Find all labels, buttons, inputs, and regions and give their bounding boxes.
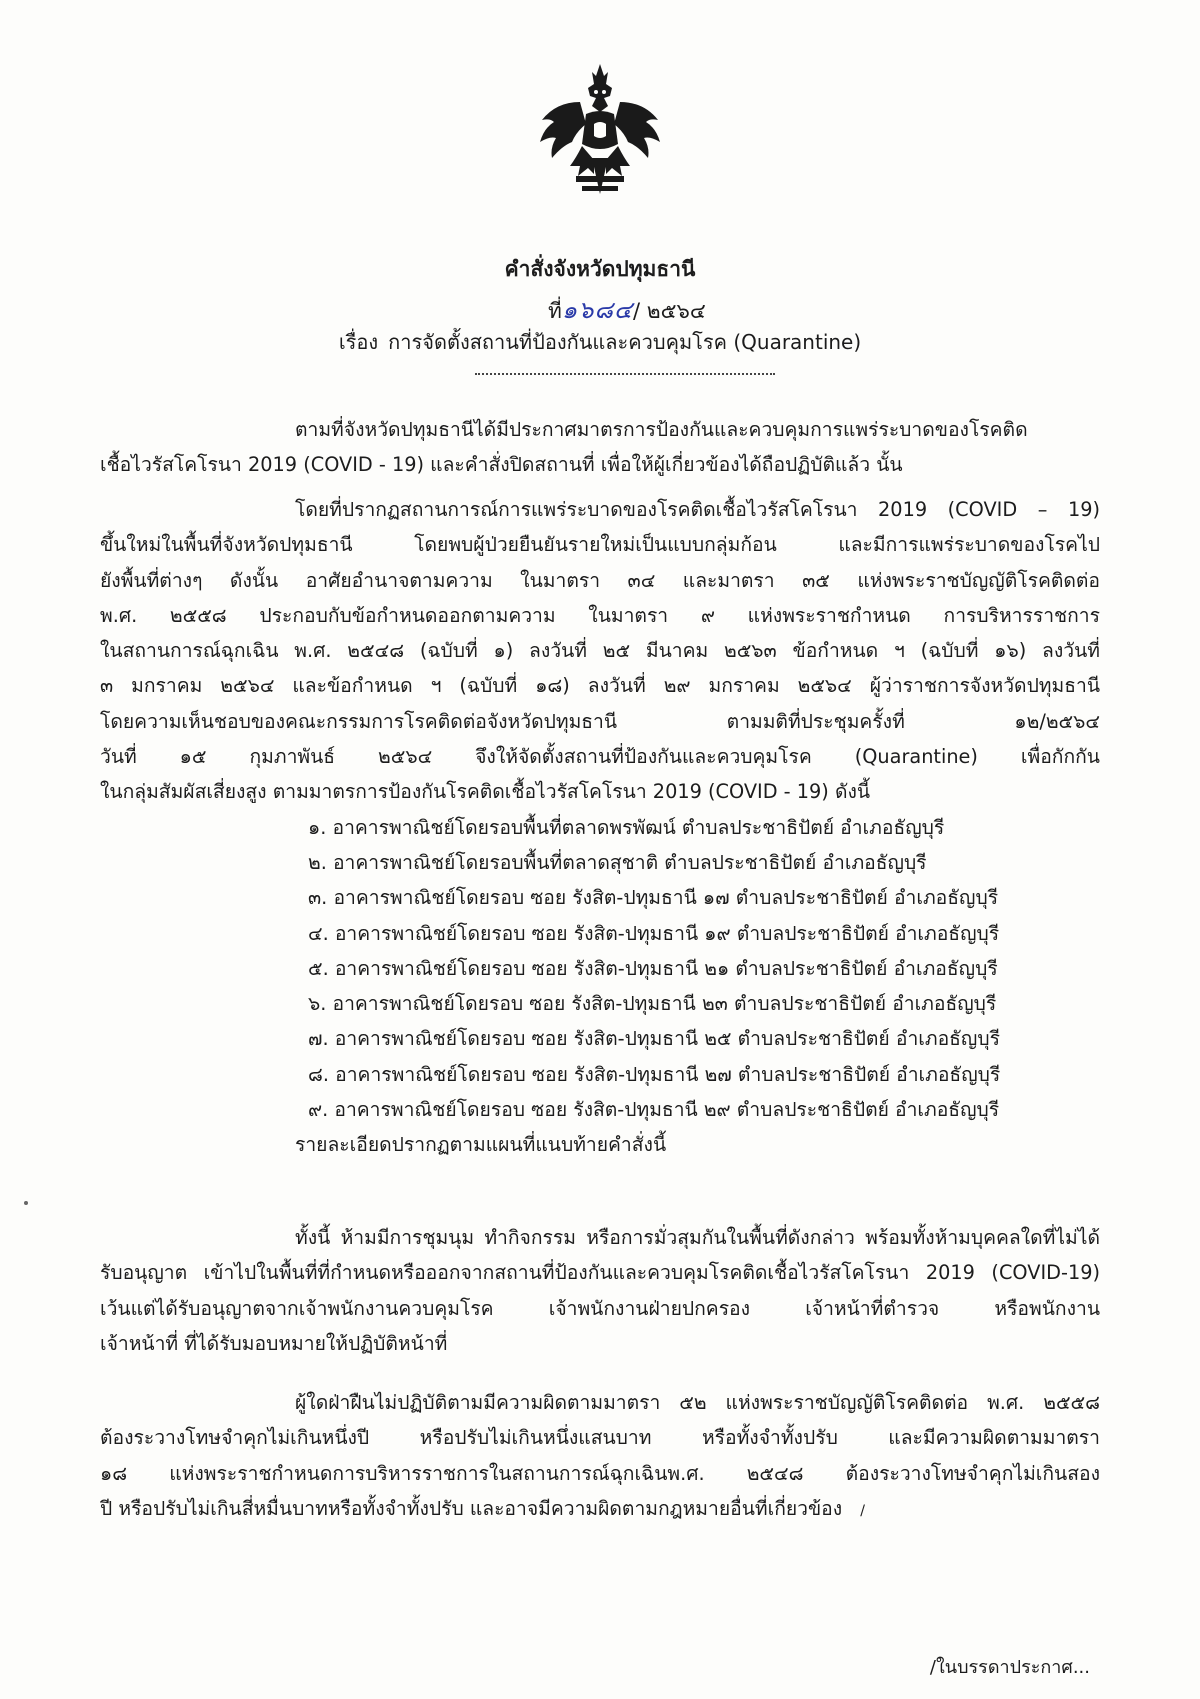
- garuda-emblem-icon: [536, 62, 664, 202]
- paragraph-line: พ.ศ. ๒๕๕๘ ประกอบกับข้อกำหนดออกตามความ ในมาตรา ๙ แห่งพระราชกำหนด การบริหารราชการ: [100, 603, 1100, 627]
- paragraph-line: วันที่ ๑๕ กุมภาพันธ์ ๒๕๖๔ จึงให้จัดตั้งสถานที่ป้องกันและควบคุมโรค (Quarantine) เพื่อกักกัน: [100, 745, 1100, 769]
- paragraph-line: ในสถานการณ์ฉุกเฉิน พ.ศ. ๒๕๔๘ (ฉบับที่ ๑) ลงวันที่ ๒๕ มีนาคม ๒๕๖๓ ข้อกำหนด ฯ (ฉบับที่ ๑๖) ลงวันที่: [100, 639, 1100, 663]
- location-item: ๑. อาคารพาณิชย์โดยรอบพื้นที่ตลาดพรพัฒน์ ตำบลประชาธิปัตย์ อำเภอธัญบุรี: [308, 815, 945, 839]
- paragraph-line: [100, 1491, 1100, 1526]
- location-item: ๕. อาคารพาณิชย์โดยรอบ ซอย รังสิต-ปทุมธานี ๒๑ ตำบลประชาธิปัตย์ อำเภอธัญบุรี: [308, 956, 998, 980]
- paragraph-line: โดยที่ปรากฏสถานการณ์การแพร่ระบาดของโรคติดเชื้อไวรัสโคโรนา 2019 (COVID – 19): [295, 498, 1100, 521]
- location-item: ๗. อาคารพาณิชย์โดยรอบ ซอย รังสิต-ปทุมธานี ๒๕ ตำบลประชาธิปัตย์ อำเภอธัญบุรี: [308, 1027, 1000, 1051]
- paragraph-line: เว้นแต่ได้รับอนุญาตจากเจ้าพนักงานควบคุมโรค เจ้าพนักงานฝ่ายปกครอง เจ้าหน้าที่ตำรวจ หรือพนักงาน: [100, 1296, 1100, 1320]
- order-title: คำสั่งจังหวัดปทุมธานี: [504, 257, 696, 281]
- paragraph-line: ๓ มกราคม ๒๕๖๔ และข้อกำหนด ฯ (ฉบับที่ ๑๘) ลงวันที่ ๒๙ มกราคม ๒๕๖๔ ผู้ว่าราชการจังหวัดปทุมธานี: [100, 674, 1100, 698]
- paragraph-penalty: [100, 1385, 1100, 1526]
- paragraph-line: รับอนุญาต เข้าไปในพื้นที่ที่กำหนดหรือออกจากสถานที่ป้องกันและควบคุมโรคติดเชื้อไวรัสโคโรนา 2019 (COVID-19): [100, 1261, 1100, 1285]
- paragraph-order-basis: [100, 492, 1100, 1163]
- paragraph-line: เจ้าหน้าที่ ที่ได้รับมอบหมายให้ปฏิบัติหน้าที่: [100, 1331, 448, 1355]
- paragraph-line: ต้องระวางโทษจำคุกไม่เกินหนึ่งปี หรือปรับไม่เกินหนึ่งแสนบาท หรือทั้งจำทั้งปรับ และมีความผิดตามมาตรา: [100, 1426, 1100, 1450]
- continued-marker: /ในบรรดาประกาศ...: [929, 1657, 1090, 1678]
- paragraph-preamble: [100, 412, 1100, 483]
- paragraph-line-text: ปี หรือปรับไม่เกินสี่หมื่นบาทหรือทั้งจำทั้งปรับ และอาจมีความผิดตามกฎหมายอื่นที่เกี่ยวข้อง: [100, 1496, 843, 1520]
- location-item: ๒. อาคารพาณิชย์โดยรอบพื้นที่ตลาดสุชาติ ตำบลประชาธิปัตย์ อำเภอธัญบุรี: [308, 850, 927, 874]
- dotted-divider: [475, 373, 775, 375]
- paragraph-line: ๑๘ แห่งพระราชกำหนดการบริหารราชการในสถานการณ์ฉุกเฉินพ.ศ. ๒๕๔๘ ต้องระวางโทษจำคุกไม่เกินสอง: [100, 1461, 1100, 1485]
- location-item: ๓. อาคารพาณิชย์โดยรอบ ซอย รังสิต-ปทุมธานี ๑๗ ตำบลประชาธิปัตย์ อำเภอธัญบุรี: [308, 886, 999, 910]
- subject-label: เรื่อง: [338, 330, 379, 354]
- paragraph-line: ขึ้นใหม่ในพื้นที่จังหวัดปทุมธานี โดยพบผู้ป่วยยืนยันรายใหม่เป็นแบบกลุ่มก้อน และมีการแพร่ระบาดของโรคไป: [100, 533, 1100, 557]
- end-mark: /: [860, 1502, 865, 1519]
- order-number: [548, 290, 706, 329]
- subject-text: การจัดตั้งสถานที่ป้องกันและควบคุมโรค (Quarantine): [388, 330, 862, 354]
- map-note: รายละเอียดปรากฏตามแผนที่แนบท้ายคำสั่งนี้: [295, 1133, 667, 1157]
- order-number-suffix: / ๒๕๖๔: [633, 299, 706, 323]
- paragraph-line: โดยความเห็นชอบของคณะกรรมการโรคติดต่อจังหวัดปทุมธานี ตามมติที่ประชุมครั้งที่ ๑๒/๒๕๖๔: [100, 709, 1100, 733]
- paragraph-line: ทั้งนี้ ห้ามมีการชุมนุม ทำกิจกรรม หรือการมั่วสุมกันในพื้นที่ดังกล่าว พร้อมทั้งห้ามบุคคลใดที่ไม่ได้: [295, 1226, 1100, 1249]
- subject-line: [0, 326, 1200, 358]
- paragraph-line: ผู้ใดฝ่าฝืนไม่ปฏิบัติตามมีความผิดตามมาตรา ๕๒ แห่งพระราชบัญญัติโรคติดต่อ พ.ศ. ๒๕๕๘: [295, 1391, 1100, 1414]
- paragraph-line: ยังพื้นที่ต่างๆ ดังนั้น อาศัยอำนาจตามความ ในมาตรา ๓๔ และมาตรา ๓๕ แห่งพระราชบัญญัติโรคติดต่อ: [100, 568, 1100, 592]
- paragraph-line: ในกลุ่มสัมผัสเสี่ยงสูง ตามมาตรการป้องกันโรคติดเชื้อไวรัสโคโรนา 2019 (COVID - 19) ดังนี้: [100, 780, 871, 804]
- location-item: ๔. อาคารพาณิชย์โดยรอบ ซอย รังสิต-ปทุมธานี ๑๙ ตำบลประชาธิปัตย์ อำเภอธัญบุรี: [308, 921, 1000, 945]
- location-item: ๖. อาคารพาณิชย์โดยรอบ ซอย รังสิต-ปทุมธานี ๒๓ ตำบลประชาธิปัตย์ อำเภอธัญบุรี: [308, 992, 997, 1016]
- paragraph-line: เชื้อไวรัสโคโรนา 2019 (COVID - 19) และคำสั่งปิดสถานที่ เพื่อให้ผู้เกี่ยวข้องได้ถือปฏิบัติแล้ว นั้น: [100, 453, 903, 477]
- location-item: ๙. อาคารพาณิชย์โดยรอบ ซอย รังสิต-ปทุมธานี ๒๙ ตำบลประชาธิปัตย์ อำเภอธัญบุรี: [308, 1098, 1000, 1122]
- order-number-prefix: ที่: [548, 299, 562, 323]
- paragraph-prohibition: [100, 1220, 1100, 1361]
- order-number-handwritten: ๑๖๘๔: [561, 296, 633, 324]
- scan-speck: [24, 1201, 28, 1205]
- paragraph-line: ตามที่จังหวัดปทุมธานีได้มีประกาศมาตรการป้องกันและควบคุมการแพร่ระบาดของโรคติด: [295, 418, 1028, 441]
- location-item: ๘. อาคารพาณิชย์โดยรอบ ซอย รังสิต-ปทุมธานี ๒๗ ตำบลประชาธิปัตย์ อำเภอธัญบุรี: [308, 1062, 1001, 1086]
